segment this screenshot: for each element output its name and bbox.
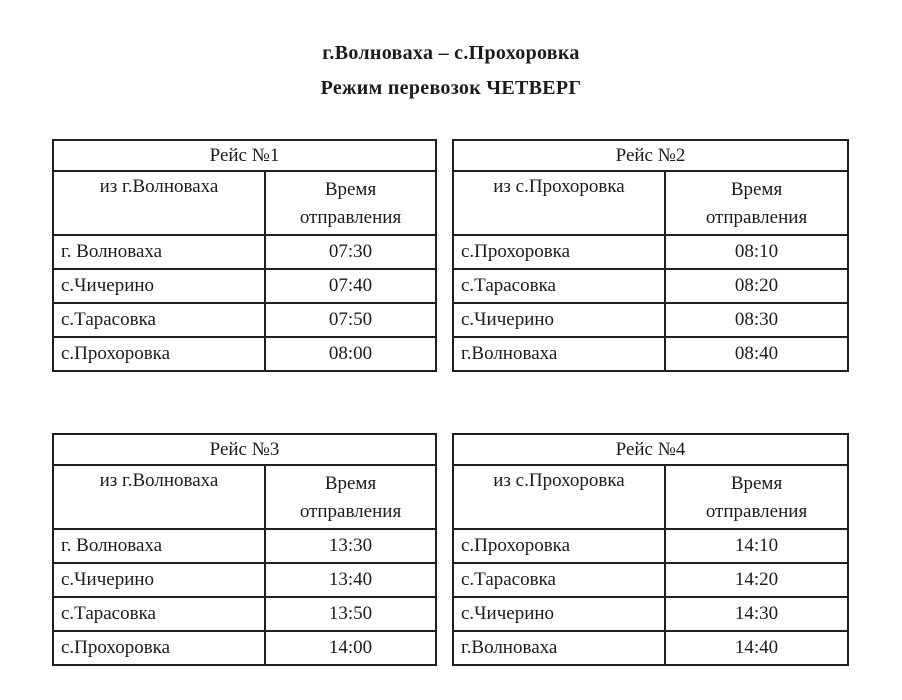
time-cell: 14:10 bbox=[665, 529, 848, 563]
table-row bbox=[453, 529, 848, 563]
stop-cell: с.Тарасовка bbox=[53, 303, 265, 337]
table-row bbox=[453, 597, 848, 631]
time-cell: 13:50 bbox=[265, 597, 436, 631]
time-header-cell bbox=[265, 465, 436, 529]
time-cell: 07:50 bbox=[265, 303, 436, 337]
time-cell: 08:00 bbox=[265, 337, 436, 371]
table-row bbox=[453, 171, 848, 235]
trip-table-3 bbox=[52, 433, 437, 666]
table-row bbox=[453, 235, 848, 269]
table-row bbox=[53, 529, 436, 563]
time-header-cell bbox=[665, 465, 848, 529]
table-title: Рейс №2 bbox=[453, 140, 848, 171]
stop-cell: с.Тарасовка bbox=[53, 597, 265, 631]
time-header-cell bbox=[665, 171, 848, 235]
time-header-line2: отправления bbox=[299, 501, 402, 522]
table-title: Рейс №4 bbox=[453, 434, 848, 465]
tables-grid bbox=[52, 139, 902, 666]
table-row bbox=[453, 631, 848, 665]
origin-header-cell: из г.Волноваха bbox=[53, 171, 265, 235]
table-row bbox=[53, 434, 436, 465]
time-cell: 08:30 bbox=[665, 303, 848, 337]
trip-table-4 bbox=[452, 433, 849, 666]
stop-cell: с.Прохоровка bbox=[453, 235, 665, 269]
table-title: Рейс №3 bbox=[53, 434, 436, 465]
time-header-line1: Время bbox=[730, 179, 783, 200]
time-header-cell bbox=[265, 171, 436, 235]
page-title: г.Волноваха – с.Прохоровка bbox=[322, 42, 580, 64]
table-row bbox=[53, 563, 436, 597]
table-row bbox=[453, 434, 848, 465]
table-row bbox=[53, 465, 436, 529]
time-header-line2: отправления bbox=[299, 207, 402, 228]
table-row bbox=[53, 140, 436, 171]
table-row bbox=[53, 303, 436, 337]
table-row bbox=[453, 140, 848, 171]
stop-cell: с.Прохоровка bbox=[53, 337, 265, 371]
table-row bbox=[53, 235, 436, 269]
origin-header-cell: из г.Волноваха bbox=[53, 465, 265, 529]
stop-cell: с.Чичерино bbox=[53, 563, 265, 597]
time-cell: 08:10 bbox=[665, 235, 848, 269]
time-cell: 07:40 bbox=[265, 269, 436, 303]
time-cell: 14:20 bbox=[665, 563, 848, 597]
stop-cell: г. Волноваха bbox=[53, 235, 265, 269]
time-cell: 08:40 bbox=[665, 337, 848, 371]
origin-header-cell: из с.Прохоровка bbox=[453, 465, 665, 529]
table-row bbox=[53, 631, 436, 665]
time-cell: 14:30 bbox=[665, 597, 848, 631]
stop-cell: г.Волноваха bbox=[453, 631, 665, 665]
time-cell: 14:40 bbox=[665, 631, 848, 665]
stop-cell: с.Тарасовка bbox=[453, 269, 665, 303]
page-subtitle: Режим перевозок ЧЕТВЕРГ bbox=[320, 77, 582, 99]
stop-cell: с.Тарасовка bbox=[453, 563, 665, 597]
table-row bbox=[453, 465, 848, 529]
table-row bbox=[53, 269, 436, 303]
stop-cell: с.Чичерино bbox=[453, 303, 665, 337]
time-header-line1: Время bbox=[324, 473, 377, 494]
table-title: Рейс №1 bbox=[53, 140, 436, 171]
stop-cell: г.Волноваха bbox=[453, 337, 665, 371]
time-header-line2: отправления bbox=[705, 501, 808, 522]
document-header bbox=[0, 0, 902, 106]
time-header-line1: Время bbox=[324, 179, 377, 200]
time-header-line2: отправления bbox=[705, 207, 808, 228]
stop-cell: с.Чичерино bbox=[53, 269, 265, 303]
stop-cell: с.Прохоровка bbox=[453, 529, 665, 563]
stop-cell: с.Прохоровка bbox=[53, 631, 265, 665]
table-row bbox=[453, 269, 848, 303]
time-cell: 14:00 bbox=[265, 631, 436, 665]
time-header-line1: Время bbox=[730, 473, 783, 494]
table-row bbox=[453, 337, 848, 371]
trip-table-2 bbox=[452, 139, 849, 372]
table-row bbox=[453, 303, 848, 337]
stop-cell: г. Волноваха bbox=[53, 529, 265, 563]
trip-table-1 bbox=[52, 139, 437, 372]
table-row bbox=[53, 597, 436, 631]
table-row bbox=[53, 337, 436, 371]
time-cell: 07:30 bbox=[265, 235, 436, 269]
origin-header-cell: из с.Прохоровка bbox=[453, 171, 665, 235]
time-cell: 08:20 bbox=[665, 269, 848, 303]
time-cell: 13:40 bbox=[265, 563, 436, 597]
stop-cell: с.Чичерино bbox=[453, 597, 665, 631]
table-row bbox=[53, 171, 436, 235]
time-cell: 13:30 bbox=[265, 529, 436, 563]
table-row bbox=[453, 563, 848, 597]
